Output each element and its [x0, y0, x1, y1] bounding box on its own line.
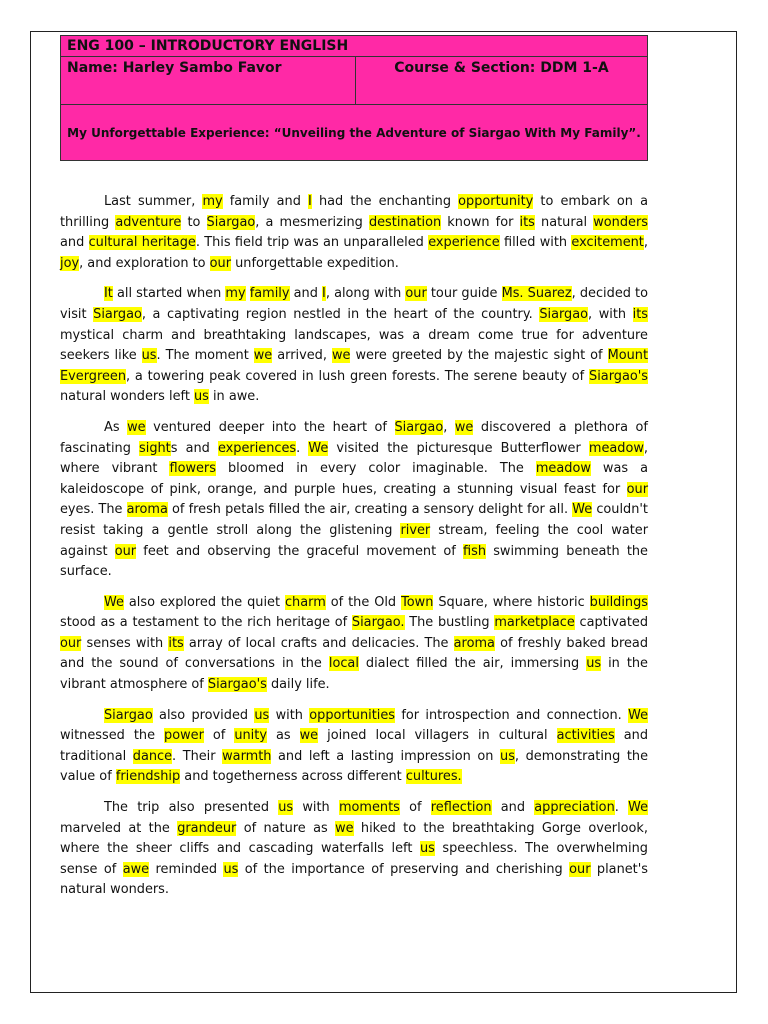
highlighted-text: our — [60, 635, 82, 651]
text-run: in the vibrant atmosphere of — [60, 656, 648, 693]
text-run: planet's natural wonders. — [60, 861, 648, 898]
highlighted-text: Siargao — [104, 707, 153, 723]
text-run: feet and observing the graceful movement of — [136, 543, 463, 559]
text-run: . — [614, 800, 629, 816]
highlighted-text: charm — [284, 594, 326, 610]
highlighted-text: We — [104, 594, 124, 610]
text-run: of the importance of preserving and cherishing — [238, 861, 570, 877]
text-run: natural wonders left — [60, 389, 194, 405]
highlighted-text: I — [322, 286, 326, 302]
highlighted-text: experiences — [217, 440, 297, 456]
highlighted-text: us — [223, 861, 239, 877]
highlighted-text: aroma — [126, 502, 168, 518]
highlighted-text: wonders — [593, 214, 648, 230]
text-run: and traditional — [60, 728, 649, 764]
highlighted-text: us — [193, 389, 209, 405]
paragraph — [60, 192, 648, 274]
text-run: mystical charm and breathtaking landscapes, was a dream come true for adventure seekers like — [60, 327, 648, 364]
text-run: joined local villagers in cultural — [318, 728, 557, 744]
text-run: with — [293, 800, 339, 816]
highlighted-text: us — [278, 800, 294, 816]
text-run: marveled at the — [60, 820, 178, 836]
text-run: , decided to visit — [60, 286, 648, 322]
highlighted-text: Siargao's — [207, 677, 267, 693]
text-run: visited the picturesque Butterflower — [328, 440, 589, 456]
paragraph — [60, 284, 648, 408]
highlighted-text: we — [299, 728, 319, 744]
text-run: daily life. — [266, 677, 330, 693]
highlighted-text: its — [632, 306, 648, 322]
highlighted-text: we — [331, 348, 351, 364]
highlighted-text: fish — [462, 543, 486, 559]
highlighted-text: us — [500, 748, 515, 764]
highlighted-text: Town — [401, 594, 434, 610]
highlighted-text: us — [141, 348, 157, 364]
text-run: to embark on a thrilling — [60, 194, 649, 230]
highlighted-text: reflection — [430, 800, 492, 816]
highlighted-text: meadow — [535, 461, 591, 477]
text-run: for introspection and connection. — [395, 707, 629, 723]
highlighted-text: We — [572, 502, 593, 518]
highlighted-text: my — [225, 286, 246, 302]
text-run: , along with — [325, 286, 406, 302]
text-run: Last summer, — [104, 194, 203, 209]
highlighted-text: appreciation — [534, 800, 615, 816]
text-run: and left a lasting impression on — [271, 748, 501, 764]
text-run: , — [643, 235, 648, 251]
highlighted-text: we — [335, 820, 354, 836]
highlighted-text: we — [127, 419, 146, 435]
highlighted-text: excitement — [571, 235, 644, 251]
text-run: of freshly baked bread and the sound of conversations in the — [60, 635, 649, 672]
highlighted-text: aroma — [453, 635, 495, 651]
highlighted-text: Siargao — [206, 214, 256, 230]
highlighted-text: flowers — [169, 461, 216, 477]
text-run: reminded — [149, 861, 224, 877]
text-run: senses with — [81, 635, 169, 651]
highlighted-text: grandeur — [177, 820, 237, 836]
highlighted-text: local — [328, 656, 359, 672]
paragraph — [60, 418, 648, 583]
highlighted-text: our — [114, 543, 137, 559]
highlighted-text: destination — [368, 214, 442, 230]
highlighted-text: family — [249, 286, 290, 302]
highlighted-text: We — [308, 440, 329, 456]
highlighted-text: activities — [556, 728, 615, 744]
text-run: ventured deeper into the heart of — [145, 419, 395, 435]
text-run: The bustling — [404, 615, 495, 631]
highlighted-text: its — [519, 214, 535, 230]
highlighted-text: us — [586, 656, 602, 672]
highlighted-text: opportunities — [309, 707, 395, 723]
text-run: natural — [534, 214, 594, 230]
text-run: array of local crafts and delicacies. The — [183, 635, 454, 651]
text-run: and togetherness across different — [180, 769, 406, 785]
highlighted-text: marketplace — [494, 615, 575, 631]
header-table — [60, 35, 648, 161]
text-run: , where vibrant — [60, 440, 648, 477]
text-run: , a captivating region nestled in the heart of the country. — [141, 306, 540, 322]
text-run: s and — [170, 440, 218, 456]
course-title: ENG 100 – INTRODUCTORY ENGLISH — [61, 36, 648, 57]
text-run: known for — [441, 214, 520, 230]
highlighted-text: dance — [132, 748, 173, 764]
text-run: , a towering peak covered in lush green forests. The serene beauty of — [126, 368, 590, 384]
highlighted-text: cultures. — [405, 769, 462, 785]
paragraph — [60, 706, 648, 788]
highlighted-text: We — [628, 707, 648, 723]
text-run: Square, where historic — [433, 594, 590, 610]
highlighted-text: friendship — [115, 769, 181, 785]
highlighted-text: we — [454, 419, 474, 435]
highlighted-text: unity — [234, 728, 267, 744]
highlighted-text: our — [626, 481, 648, 497]
highlighted-text: experience — [428, 235, 500, 251]
highlighted-text: Ms. Suarez — [501, 286, 572, 302]
highlighted-text: Siargao — [394, 419, 444, 435]
text-run: , a mesmerizing — [255, 214, 369, 230]
text-run: bloomed in every color imaginable. The — [215, 461, 536, 477]
text-run: with — [269, 707, 310, 723]
text-run: The trip also presented — [104, 800, 279, 816]
highlighted-text: its — [168, 635, 184, 651]
highlighted-text: meadow — [588, 440, 644, 456]
highlighted-text: adventure — [115, 214, 182, 230]
highlighted-text: river — [400, 522, 431, 538]
text-run: discovered a plethora of fascinating — [60, 419, 648, 456]
text-run: . The moment — [156, 348, 254, 364]
text-run: eyes. The — [60, 502, 127, 518]
highlighted-text: sight — [139, 440, 171, 456]
essay-title: My Unforgettable Experience: “Unveiling the Adventure of Siargao With My Family”. — [61, 105, 648, 161]
text-run: , with — [588, 306, 633, 322]
text-run: also provided — [152, 707, 255, 723]
highlighted-text: We — [628, 800, 649, 816]
text-run: , and exploration to — [79, 255, 210, 271]
essay-body — [60, 192, 648, 911]
highlighted-text: Siargao — [93, 306, 142, 322]
highlighted-text: our — [209, 255, 232, 271]
course-section: Course & Section: DDM 1-A — [356, 57, 648, 105]
text-run: to — [181, 214, 207, 230]
text-run: were greeted by the majestic sight of — [350, 348, 608, 364]
paragraph — [60, 798, 648, 901]
highlighted-text: Mount Evergreen — [60, 348, 649, 384]
text-run: , demonstrating the value of — [60, 748, 648, 785]
text-run: stream, feeling the cool water against — [60, 522, 649, 559]
text-run: of fresh petals filled the air, creating a sensory delight for all. — [167, 502, 573, 518]
highlighted-text: It — [104, 286, 113, 302]
text-run: filled with — [499, 235, 572, 251]
highlighted-text: Siargao. — [351, 615, 405, 631]
text-run: . — [296, 440, 309, 456]
highlighted-text: cultural heritage — [88, 235, 196, 251]
highlighted-text: moments — [338, 800, 400, 816]
text-run: couldn't resist taking a gentle stroll along the glistening — [60, 502, 648, 538]
text-run: stood as a testament to the rich heritage of — [60, 615, 352, 631]
text-run: as — [266, 728, 300, 744]
text-run: tour guide — [426, 286, 502, 302]
text-run: . This field trip was an unparalleled — [195, 235, 429, 251]
text-run: and — [491, 800, 535, 816]
text-run: As — [104, 419, 128, 435]
text-run: , — [443, 419, 455, 435]
text-run: dialect filled the air, immersing — [358, 656, 587, 672]
paragraph — [60, 593, 648, 696]
highlighted-text: joy — [60, 255, 80, 271]
text-run: captivated — [574, 615, 648, 631]
highlighted-text: my — [202, 194, 223, 209]
text-run: had the enchanting — [311, 194, 459, 209]
text-run: speechless. The overwhelming sense of — [60, 841, 648, 877]
text-run: . Their — [172, 748, 223, 764]
text-run: of nature as — [236, 820, 336, 836]
text-run: in awe. — [208, 389, 260, 405]
text-run: arrived, — [272, 348, 332, 364]
highlighted-text: I — [308, 194, 312, 209]
highlighted-text: our — [405, 286, 427, 302]
text-run: unforgettable expedition. — [231, 255, 399, 271]
highlighted-text: awe — [122, 861, 150, 877]
text-run: swimming beneath the surface. — [60, 543, 648, 580]
highlighted-text: Siargao — [539, 306, 589, 322]
highlighted-text: power — [164, 728, 204, 744]
text-run: of — [203, 728, 235, 744]
text-run: hiked to the breathtaking Gorge overlook, where the sheer cliffs and cascading waterfalls left — [60, 820, 648, 857]
text-run: and — [289, 286, 323, 302]
highlighted-text: opportunity — [458, 194, 534, 209]
text-run: was a kaleidoscope of pink, orange, and purple hues, creating a stunning visual feast for — [60, 461, 648, 497]
highlighted-text: warmth — [222, 748, 272, 764]
student-name: Name: Harley Sambo Favor — [61, 57, 356, 105]
text-run: and — [60, 235, 89, 251]
highlighted-text: our — [569, 861, 591, 877]
text-run: all started when — [112, 286, 226, 302]
text-run: also explored the quiet — [123, 594, 285, 610]
highlighted-text: us — [419, 841, 435, 857]
highlighted-text: buildings — [589, 594, 648, 610]
highlighted-text: we — [253, 348, 273, 364]
highlighted-text: Siargao's — [589, 368, 648, 384]
highlighted-text: us — [254, 707, 270, 723]
text-run: of the Old — [325, 594, 402, 610]
text-run: family and — [222, 194, 309, 209]
text-run: witnessed the — [60, 728, 165, 744]
text-run: of — [399, 800, 431, 816]
